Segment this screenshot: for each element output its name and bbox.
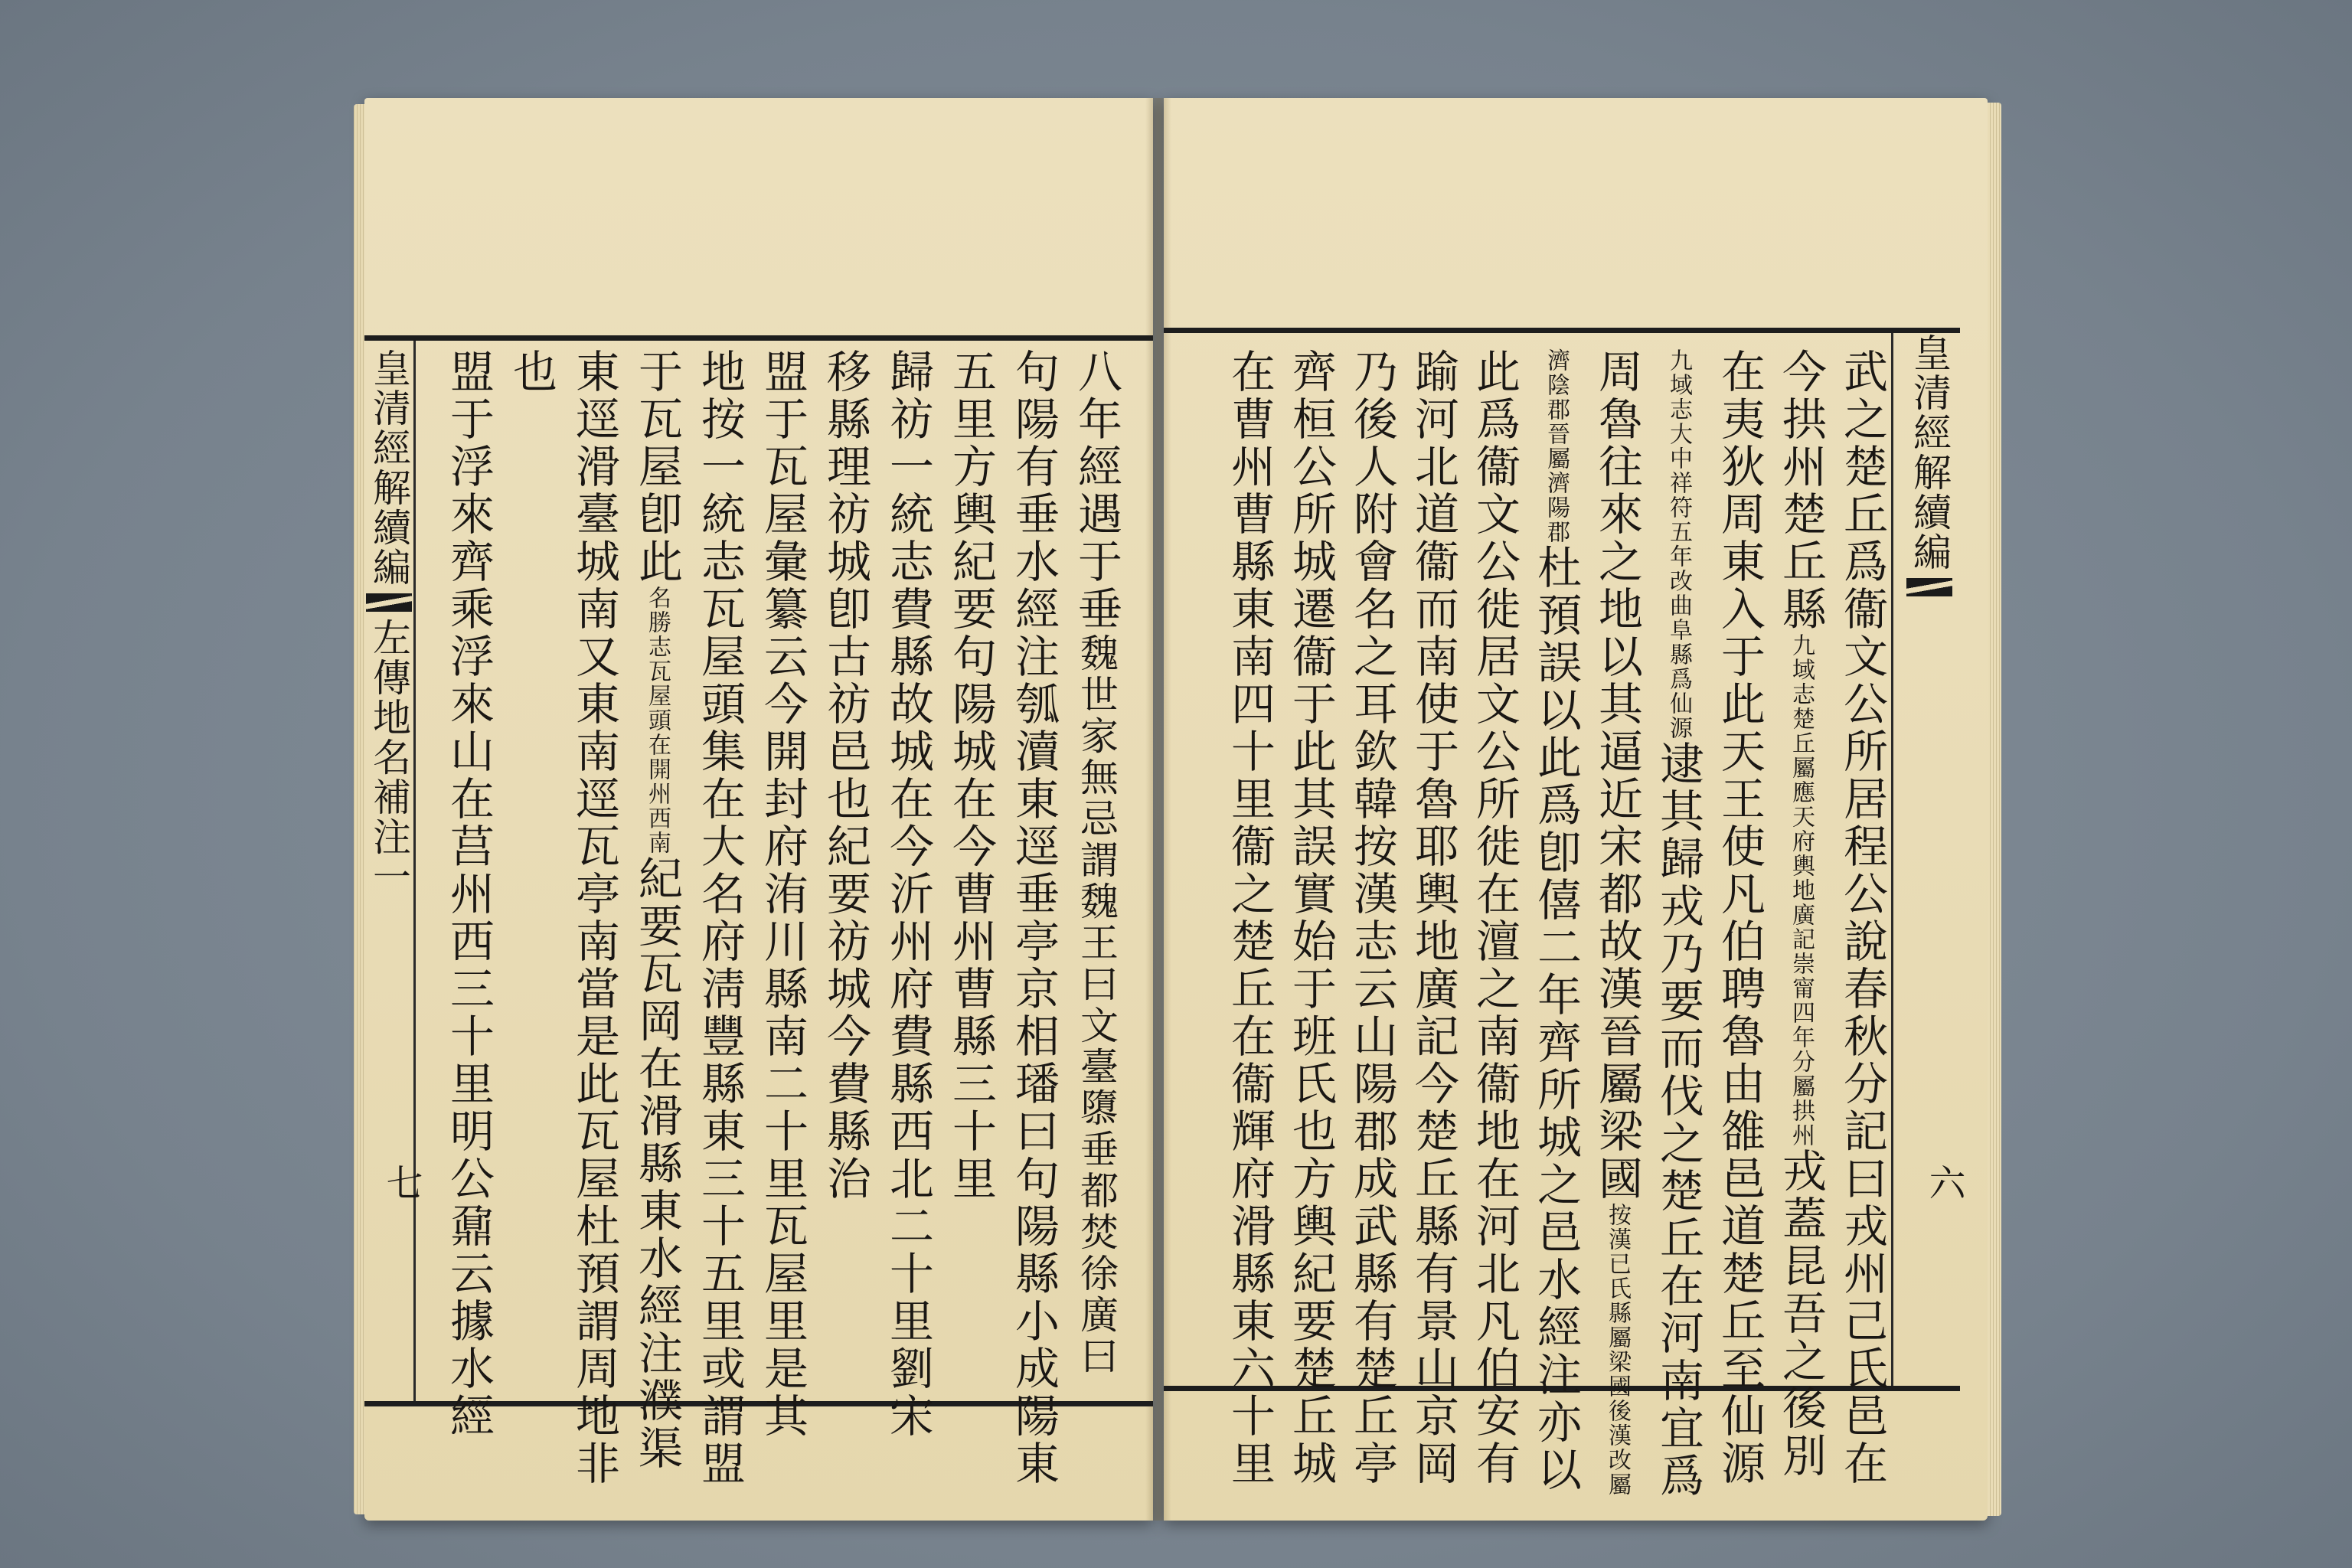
left-section-title: 左傳地名補注一 [367,618,411,897]
right-banxin [1906,333,1952,1378]
left-top-border [364,335,1153,341]
right-text-column [1285,348,1337,1488]
main-text-continued: 逮其歸戎乃要而伐之楚丘在河南宜爲 [1652,740,1704,1500]
main-text: 移縣理祊城卽古祊邑也紀要祊城今費縣治 [819,348,871,1203]
left-banxin [366,348,412,1393]
right-text-column [1468,348,1521,1488]
right-text-column [1346,348,1398,1488]
interlinear-note: 濟陰郡晉屬濟陽郡 [1543,348,1570,544]
main-text: 句陽有垂水經注瓠瀆東逕垂亭京相璠曰句陽縣小成陽東 [1008,348,1060,1488]
right-text-column [1713,348,1766,1488]
left-fishtail-mark [366,593,412,612]
right-text-column [1775,348,1827,1480]
main-text: 周魯往來之地以其逼近宋都故漢晉屬梁國 [1591,348,1643,1203]
main-text-continued: 杜預誤以此爲卽僖二年齊所城之邑水經注亦以 [1530,544,1582,1494]
main-text: 五里方輿紀要句陽城在今曹州曹縣三十里 [945,348,997,1203]
main-text: 盟于瓦屋彙纂云今開封府洧川縣南二十里瓦屋里是其 [756,348,808,1440]
left-text-column [945,348,997,1393]
left-text-column [631,348,683,1472]
interlinear-note: 九域志楚丘屬應天府輿地廣記崇甯四年分屬拱州 [1788,633,1815,1148]
right-fishtail-mark [1906,578,1952,596]
left-text-column [882,348,934,1440]
right-top-border [1164,328,1960,333]
main-text: 在曹州曹縣東南四十里衞之楚丘在衞輝府滑縣東六十里 [1223,348,1276,1488]
right-text-column [1407,348,1459,1488]
main-text: 武之楚丘爲衞文公所居程公說春秋分記曰戎州己氏邑在 [1836,348,1888,1488]
right-text-column [1591,348,1643,1497]
main-text: 在夷狄周東入于此天王使凡伯聘魯由雒邑道楚丘至仙源 [1713,348,1766,1488]
left-text-column [1070,348,1122,1393]
main-text-continued: 紀要瓦岡在滑縣東水經注濮渠 [631,855,683,1472]
left-text-column [1008,348,1060,1488]
main-text: 于瓦屋卽此 [631,348,683,586]
right-page-number: 六 [1922,1164,1965,1200]
right-text-column [1530,348,1582,1494]
left-text-column [756,348,808,1440]
main-text: 也 [505,348,557,396]
right-text-column [1652,348,1704,1500]
main-text-continued: 魏世家無忌謂魏王曰文臺隳垂都焚徐廣曰 [1074,633,1119,1377]
left-text-column [819,348,871,1393]
left-banxin-title: 皇清經解續編 [367,348,411,587]
main-text: 地按一統志瓦屋頭集在大名府淸豐縣東三十五里或謂盟 [694,348,746,1488]
main-text: 踰河北道衞而南使于魯耶輿地廣記今楚丘縣有景山京岡 [1407,348,1459,1488]
right-text-column [1223,348,1276,1488]
interlinear-note: 按漢已氏縣屬梁國後漢改屬 [1604,1203,1631,1497]
left-text-column [443,348,495,1440]
main-text: 此爲衞文公徙居文公所徙在澶之南衞地在河北凡伯安有 [1468,348,1521,1488]
left-page-number: 七 [380,1164,423,1200]
right-banxin-rule [1891,333,1893,1386]
right-banxin-title: 皇清經解續編 [1907,333,1952,572]
main-text: 盟于浮來齊乘浮來山在莒州西三十里明公鼐云據水經 [443,348,495,1440]
book-gutter [1145,98,1171,1521]
main-text: 東逕滑臺城南又東南逕瓦亭南當是此瓦屋杜預謂周地非 [568,348,620,1488]
main-text: 今拱州楚丘縣 [1775,348,1827,633]
left-text-column [568,348,620,1488]
main-text-continued: 戎蓋昆吾之後別 [1775,1148,1827,1480]
interlinear-note: 九域志大中祥符五年改曲阜縣爲仙源 [1665,348,1692,740]
main-text: 齊桓公所城遷衞于此其誤實始于班氏也方輿紀要楚丘城 [1285,348,1337,1488]
left-text-column [694,348,746,1488]
right-text-column [1836,348,1888,1488]
main-text: 乃後人附會名之耳欽韓按漢志云山陽郡成武縣有楚丘亭 [1346,348,1398,1488]
left-text-column [505,348,557,1393]
main-text: 歸祊一統志費縣故城在今沂州府費縣西北二十里劉宋 [882,348,934,1440]
main-text: 八年經遇于垂 [1070,348,1122,633]
interlinear-note: 名勝志瓦屋頭在開州西南 [644,586,671,855]
